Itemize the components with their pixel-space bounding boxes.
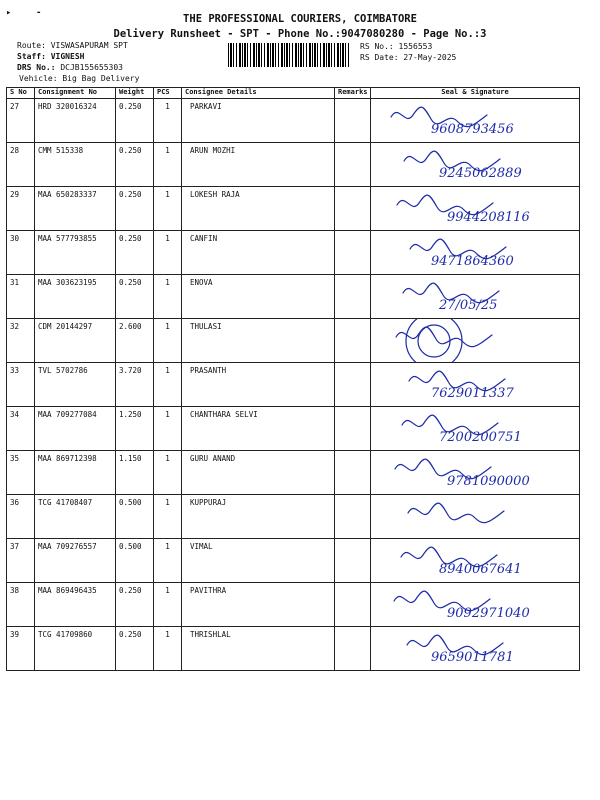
- route-label: Route:: [17, 41, 46, 50]
- table-row: [7, 143, 580, 187]
- drs-line: [17, 62, 123, 73]
- cell-pcs: 1: [154, 451, 182, 495]
- handwritten-signature: [371, 143, 580, 185]
- handwritten-signature: [371, 319, 580, 361]
- cell-consignee: KUPPURAJ: [182, 495, 335, 539]
- route-value: VISWASAPURAM SPT: [50, 41, 128, 50]
- signature-cell: [371, 187, 580, 231]
- handwritten-signature: [371, 495, 580, 537]
- cell-consignment: TVL 5702786: [35, 363, 116, 407]
- handwritten-signature: [371, 275, 580, 317]
- col-consignee: Consignee Details: [182, 88, 335, 99]
- cell-sno: 36: [7, 495, 35, 539]
- signature-cell: [371, 231, 580, 275]
- cell-consignment: CDM 20144297: [35, 319, 116, 363]
- cell-consignee: PARKAVI: [182, 99, 335, 143]
- vehicle-value: Big Bag Delivery: [62, 74, 140, 83]
- cell-consignment: MAA 869496435: [35, 583, 116, 627]
- signature-phone: 9608793456: [431, 122, 514, 137]
- rs-date-value: 27-May-2025: [403, 53, 457, 62]
- cell-remarks: [335, 143, 371, 187]
- staff-value: VIGNESH: [50, 52, 85, 61]
- col-remarks: Remarks: [335, 88, 371, 99]
- cell-consignment: TCG 41709860: [35, 627, 116, 671]
- col-consignment: Consignment No: [35, 88, 116, 99]
- handwritten-signature: [371, 99, 580, 141]
- cell-remarks: [335, 363, 371, 407]
- cell-sno: 39: [7, 627, 35, 671]
- table-row: [7, 99, 580, 143]
- drs-value: DCJB155655303: [60, 63, 123, 72]
- handwritten-signature: [371, 451, 580, 493]
- signature-cell: [371, 99, 580, 143]
- cell-consignee: THULASI: [182, 319, 335, 363]
- seal-stamp: [406, 319, 462, 363]
- signature-cell: [371, 539, 580, 583]
- handwritten-signature: [371, 583, 580, 625]
- cell-pcs: 1: [154, 627, 182, 671]
- staff-label: Staff:: [17, 52, 46, 61]
- delivery-table: [6, 87, 580, 671]
- cell-sno: 34: [7, 407, 35, 451]
- handwritten-signature: [371, 187, 580, 229]
- handwritten-signature: [371, 231, 580, 273]
- signature-cell: [371, 627, 580, 671]
- vehicle-line: [19, 73, 139, 84]
- signature-phone: 7629011337: [431, 386, 514, 401]
- cell-consignee: PRASANTH: [182, 363, 335, 407]
- cell-remarks: [335, 627, 371, 671]
- col-signature: Seal & Signature: [371, 88, 580, 99]
- cell-weight: 1.250: [116, 407, 154, 451]
- rs-no-label: RS No.:: [360, 42, 394, 51]
- cell-weight: 0.250: [116, 231, 154, 275]
- cell-weight: 0.250: [116, 99, 154, 143]
- cell-consignment: MAA 709277084: [35, 407, 116, 451]
- table-row: [7, 187, 580, 231]
- cell-weight: 0.250: [116, 627, 154, 671]
- cell-sno: 27: [7, 99, 35, 143]
- handwritten-signature: [371, 627, 580, 669]
- vehicle-label: Vehicle:: [19, 74, 58, 83]
- margin-mark: ▸: [6, 8, 12, 18]
- cell-remarks: [335, 319, 371, 363]
- drs-label: DRS No.:: [17, 63, 56, 72]
- signature-cell: [371, 275, 580, 319]
- cell-consignee: VIMAL: [182, 539, 335, 583]
- cell-consignment: MAA 650283337: [35, 187, 116, 231]
- rs-date-line: [360, 52, 456, 63]
- cell-sno: 31: [7, 275, 35, 319]
- table-row: [7, 231, 580, 275]
- signature-cell: [371, 495, 580, 539]
- cell-remarks: [335, 539, 371, 583]
- signature-phone: 9245062889: [439, 166, 522, 181]
- table-row: [7, 583, 580, 627]
- cell-weight: 0.250: [116, 187, 154, 231]
- signature-phone: 9092971040: [447, 606, 530, 621]
- cell-sno: 35: [7, 451, 35, 495]
- cell-remarks: [335, 583, 371, 627]
- signature-phone: 9659011781: [431, 650, 514, 665]
- signature-phone: 9471864360: [431, 254, 514, 269]
- cell-sno: 38: [7, 583, 35, 627]
- cell-weight: 1.150: [116, 451, 154, 495]
- rs-no-value: 1556553: [398, 42, 433, 51]
- cell-pcs: 1: [154, 143, 182, 187]
- signature-phone: 27/05/25: [439, 298, 498, 313]
- cell-consignee: CHANTHARA SELVI: [182, 407, 335, 451]
- cell-pcs: 1: [154, 99, 182, 143]
- cell-consignee: ARUN MOZHI: [182, 143, 335, 187]
- cell-sno: 33: [7, 363, 35, 407]
- col-sno: S No: [7, 88, 35, 99]
- cell-pcs: 1: [154, 583, 182, 627]
- table-row: [7, 407, 580, 451]
- table-row: [7, 495, 580, 539]
- barcode: [228, 43, 350, 67]
- col-weight: Weight: [116, 88, 154, 99]
- table-row: [7, 451, 580, 495]
- cell-remarks: [335, 495, 371, 539]
- signature-cell: [371, 319, 580, 363]
- cell-weight: 0.250: [116, 583, 154, 627]
- table-row: [7, 539, 580, 583]
- company-title: THE PROFESSIONAL COURIERS, COIMBATORE: [183, 13, 417, 25]
- route-line: [17, 40, 128, 51]
- signature-phone: 9781090000: [447, 474, 530, 489]
- cell-pcs: 1: [154, 495, 182, 539]
- rs-no-line: [360, 41, 432, 52]
- cell-sno: 37: [7, 539, 35, 583]
- cell-pcs: 1: [154, 363, 182, 407]
- cell-consignment: MAA 577793855: [35, 231, 116, 275]
- cell-consignment: TCG 41708407: [35, 495, 116, 539]
- table-row: [7, 275, 580, 319]
- cell-sno: 30: [7, 231, 35, 275]
- cell-pcs: 1: [154, 231, 182, 275]
- cell-pcs: 1: [154, 187, 182, 231]
- rs-date-label: RS Date:: [360, 53, 399, 62]
- cell-remarks: [335, 231, 371, 275]
- table-row: [7, 627, 580, 671]
- cell-consignee: THRISHLAL: [182, 627, 335, 671]
- cell-remarks: [335, 99, 371, 143]
- margin-mark: -: [36, 8, 42, 18]
- handwritten-signature: [371, 407, 580, 449]
- cell-sno: 32: [7, 319, 35, 363]
- cell-remarks: [335, 407, 371, 451]
- cell-weight: 0.500: [116, 539, 154, 583]
- cell-sno: 28: [7, 143, 35, 187]
- cell-remarks: [335, 451, 371, 495]
- signature-cell: [371, 363, 580, 407]
- table-row: [7, 363, 580, 407]
- cell-consignment: MAA 303623195: [35, 275, 116, 319]
- cell-pcs: 1: [154, 319, 182, 363]
- cell-pcs: 1: [154, 539, 182, 583]
- cell-weight: 3.720: [116, 363, 154, 407]
- cell-consignment: CMM 515338: [35, 143, 116, 187]
- cell-consignment: MAA 869712398: [35, 451, 116, 495]
- col-pcs: PCS: [154, 88, 182, 99]
- runsheet-subtitle: Delivery Runsheet - SPT - Phone No.:9047080280 - Page No.:3: [113, 28, 487, 40]
- cell-remarks: [335, 275, 371, 319]
- cell-sno: 29: [7, 187, 35, 231]
- cell-weight: 0.500: [116, 495, 154, 539]
- cell-pcs: 1: [154, 407, 182, 451]
- cell-consignment: MAA 709276557: [35, 539, 116, 583]
- cell-consignee: PAVITHRA: [182, 583, 335, 627]
- staff-line: [17, 51, 84, 62]
- cell-consignee: GURU ANAND: [182, 451, 335, 495]
- cell-weight: 2.600: [116, 319, 154, 363]
- handwritten-signature: [371, 539, 580, 581]
- cell-weight: 0.250: [116, 275, 154, 319]
- cell-consignment: HRD 320016324: [35, 99, 116, 143]
- cell-pcs: 1: [154, 275, 182, 319]
- cell-consignee: ENOVA: [182, 275, 335, 319]
- handwritten-signature: [371, 363, 580, 405]
- cell-consignee: CANFIN: [182, 231, 335, 275]
- cell-weight: 0.250: [116, 143, 154, 187]
- signature-phone: 8940067641: [439, 562, 522, 577]
- signature-phone: 9944208116: [447, 210, 530, 225]
- signature-cell: [371, 583, 580, 627]
- cell-remarks: [335, 187, 371, 231]
- signature-phone: 7200200751: [439, 430, 522, 445]
- signature-cell: [371, 451, 580, 495]
- table-row: [7, 319, 580, 363]
- signature-cell: [371, 407, 580, 451]
- cell-consignee: LOKESH RAJA: [182, 187, 335, 231]
- signature-cell: [371, 143, 580, 187]
